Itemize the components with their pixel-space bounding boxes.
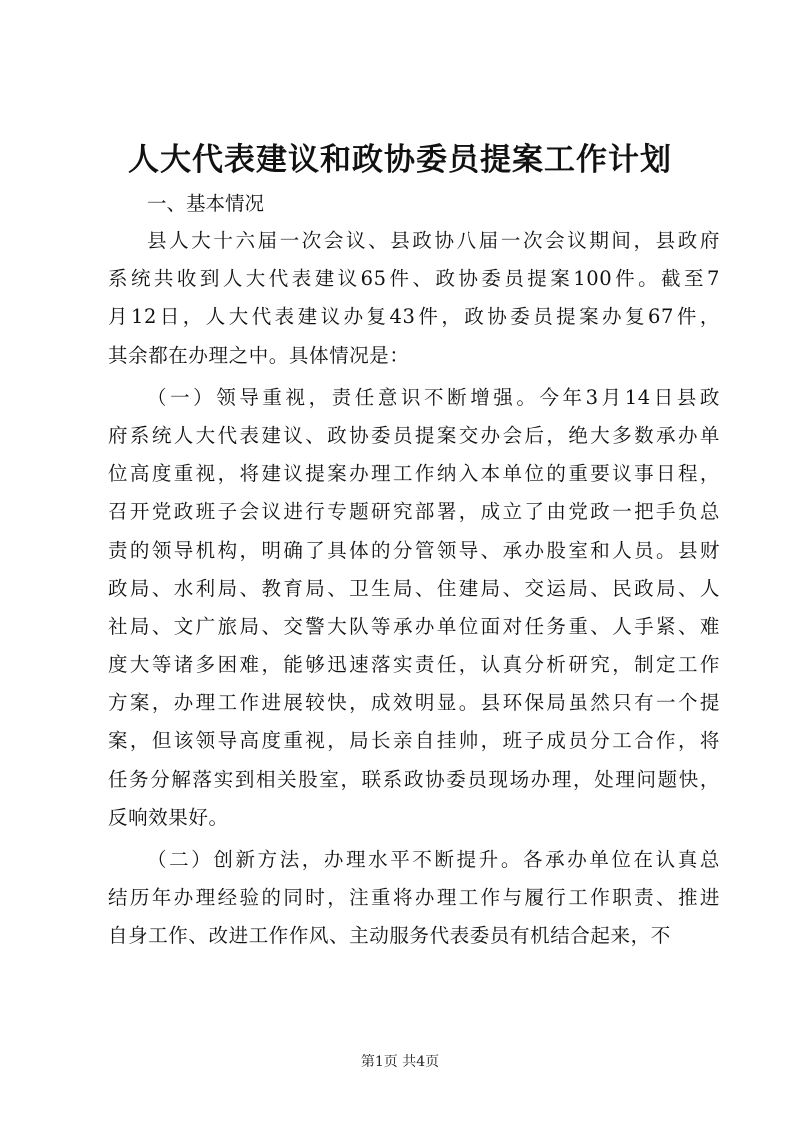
body-paragraph xyxy=(108,222,720,375)
paragraph-line: 度大等诸多困难，能够迅速落实责任，认真分析研究，制定工作 xyxy=(108,653,720,677)
paragraph-line: 府系统人大代表建议、政协委员提案交办会后，绝大多数承办单 xyxy=(108,423,720,447)
paragraph-line: 位高度重视，将建议提案办理工作纳入本单位的重要议事日程， xyxy=(108,462,720,486)
paragraph-line: 结历年办理经验的同时，注重将办理工作与履行工作职责、推进 xyxy=(108,886,720,910)
paragraph-line: 系统共收到人大代表建议65件、政协委员提案100件。截至7 xyxy=(108,267,720,291)
paragraph-line: 反响效果好。 xyxy=(108,805,229,829)
paragraph-line: 责的领导机构，明确了具体的分管领导、承办股室和人员。县财 xyxy=(108,538,720,562)
paragraph-line: 县人大十六届一次会议、县政协八届一次会议期间，县政府 xyxy=(147,229,720,252)
paragraph-container xyxy=(108,222,720,956)
paragraph-line: （一）领导重视，责任意识不断增强。今年3月14日县政 xyxy=(147,385,720,409)
paragraph-line: 其余都在办理之中。具体情况是： xyxy=(108,343,410,367)
section-heading: 一、基本情况 xyxy=(147,192,265,215)
paragraph-line: 政局、水利局、教育局、卫生局、住建局、交运局、民政局、人 xyxy=(108,576,720,600)
paragraph-line: 案，但该领导高度重视，局长亲自挂帅，班子成员分工合作，将 xyxy=(108,729,720,753)
page-footer: 第1页 共4页 xyxy=(360,1054,440,1070)
paragraph-line: 月12日，人大代表建议办复43件，政协委员提案办复67件， xyxy=(108,305,720,329)
body-paragraph xyxy=(108,379,720,837)
document-body xyxy=(108,186,720,956)
paragraph-line: 社局、文广旅局、交警大队等承办单位面对任务重、人手紧、难 xyxy=(108,614,720,638)
paragraph-line: 召开党政班子会议进行专题研究部署，成立了由党政一把手负总 xyxy=(108,500,720,524)
paragraph-line: （二）创新方法，办理水平不断提升。各承办单位在认真总 xyxy=(147,848,720,871)
paragraph-line: 方案，办理工作进展较快，成效明显。县环保局虽然只有一个提 xyxy=(108,691,720,715)
paragraph-line: 任务分解落实到相关股室，联系政协委员现场办理，处理问题快， xyxy=(108,767,720,791)
body-paragraph xyxy=(108,841,720,956)
paragraph-line: 自身工作、改进工作作风、主动服务代表委员有机结合起来，不 xyxy=(108,924,671,948)
document-title: 人大代表建议和政协委员提案工作计划 xyxy=(128,142,672,178)
